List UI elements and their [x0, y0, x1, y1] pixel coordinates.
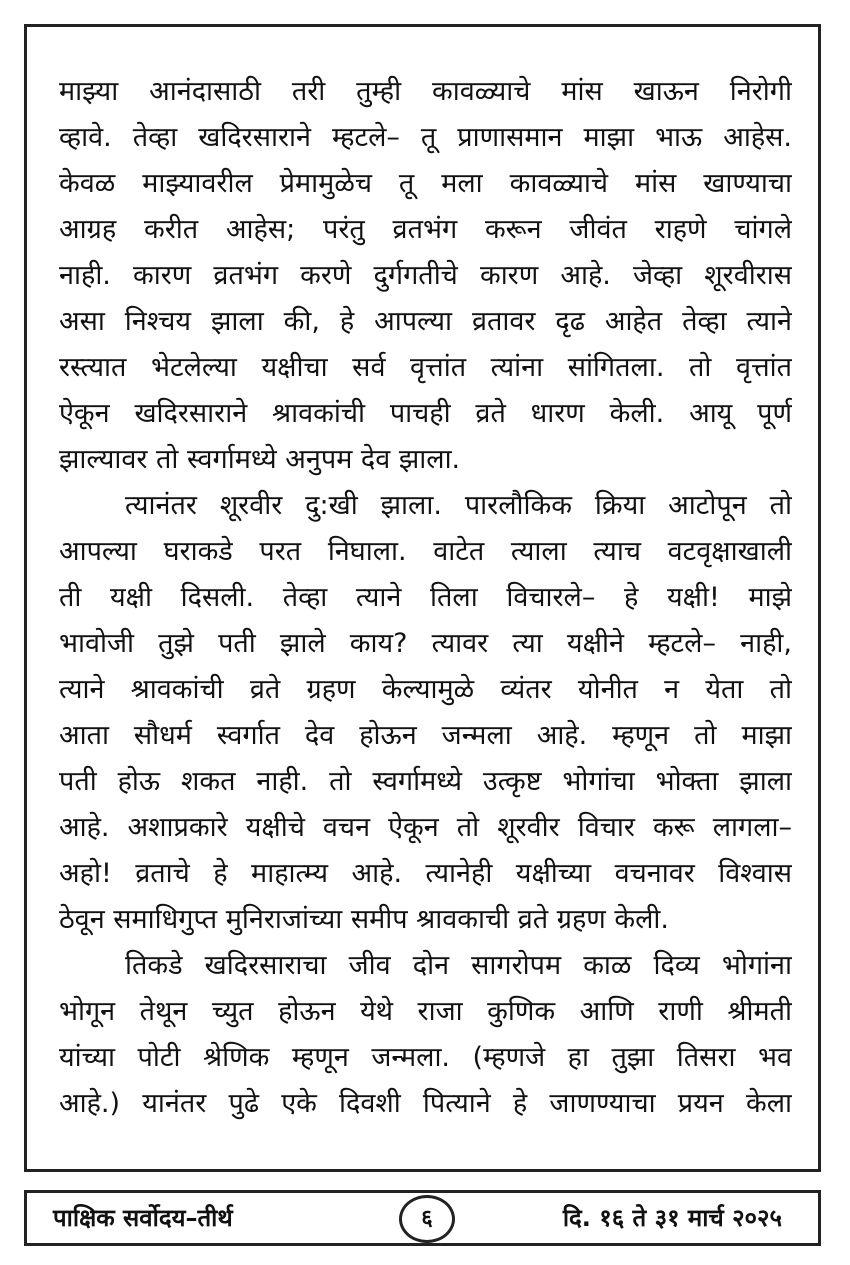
publication-name: पाक्षिक सर्वोदय–तीर्थ: [53, 1204, 233, 1232]
text-line: त्याने श्रावकांची व्रते ग्रहण केल्यामुळे व्यंतर योनीत न येता तो: [59, 674, 792, 705]
text-line: ठेवून समाधिगुप्त मुनिराजांच्या समीप श्रावकाची व्रते ग्रहण केली.: [59, 904, 670, 935]
page-number: ६: [399, 1195, 455, 1243]
page-frame: [24, 24, 821, 1172]
paragraph-start-line: त्यानंतर शूरवीर दु:खी झाला. पारलौकिक क्रिया आटोपून तो: [125, 490, 792, 521]
issue-date: दि. १६ ते ३१ मार्च २०२५: [562, 1204, 782, 1232]
text-line: पती होऊ शकत नाही. तो स्वर्गामध्ये उत्कृष्ट भोगांचा भोक्ता झाला: [59, 766, 792, 797]
text-line: आता सौधर्म स्वर्गात देव होऊन जन्मला आहे. म्हणून तो माझा: [59, 720, 792, 751]
text-line: नाही. कारण व्रतभंग करणे दुर्गगतीचे कारण आहे. जेव्हा शूरवीरास: [59, 260, 792, 291]
text-line: झाल्यावर तो स्वर्गामध्ये अनुपम देव झाला.: [59, 444, 461, 475]
text-line: आपल्या घराकडे परत निघाला. वाटेत त्याला त्याच वटवृक्षाखाली: [59, 536, 792, 567]
text-line: केवळ माझ्यावरील प्रेमामुळेच तू मला कावळ्याचे मांस खाण्याचा: [59, 168, 792, 199]
text-line: ऐकून खदिरसाराने श्रावकांची पाचही व्रते धारण केली. आयू पूर्ण: [59, 398, 792, 429]
text-line: भोगून तेथून च्युत होऊन येथे राजा कुणिक आणि राणी श्रीमती: [59, 996, 792, 1027]
text-line: ती यक्षी दिसली. तेव्हा त्याने तिला विचारले– हे यक्षी! माझे: [59, 582, 792, 613]
text-line: आहे. अशाप्रकारे यक्षीचे वचन ऐकून तो शूरवीर विचार करू लागला–: [59, 812, 792, 843]
text-line: आग्रह करीत आहेस; परंतु व्रतभंग करून जीवंत राहणे चांगले: [59, 214, 792, 245]
text-line: रस्त्यात भेटलेल्या यक्षीचा सर्व वृत्तांत त्यांना सांगितला. तो वृत्तांत: [59, 352, 792, 383]
page-footer: [24, 1190, 821, 1246]
text-line: माझ्या आनंदासाठी तरी तुम्ही कावळ्याचे मांस खाऊन निरोगी: [59, 76, 792, 107]
text-line: अहो! व्रताचे हे माहात्म्य आहे. त्यानेही यक्षीच्या वचनावर विश्वास: [59, 858, 792, 889]
paragraph-start-line: तिकडे खदिरसाराचा जीव दोन सागरोपम काळ दिव्य भोगांना: [125, 950, 792, 981]
text-line: यांच्या पोटी श्रेणिक म्हणून जन्मला. (म्हणजे हा तुझा तिसरा भव: [59, 1042, 792, 1073]
text-line: आहे.) यानंतर पुढे एके दिवशी पित्याने हे जाणण्याचा प्रयन केला: [59, 1088, 792, 1119]
text-line: व्हावे. तेव्हा खदिरसाराने म्हटले– तू प्राणासमान माझा भाऊ आहेस.: [59, 122, 792, 153]
text-line: असा निश्चय झाला की, हे आपल्या व्रतावर दृढ आहेत तेव्हा त्याने: [59, 306, 792, 337]
text-line: भावोजी तुझे पती झाले काय? त्यावर त्या यक्षीने म्हटले– नाही,: [59, 628, 792, 659]
body-text: [59, 69, 792, 1127]
